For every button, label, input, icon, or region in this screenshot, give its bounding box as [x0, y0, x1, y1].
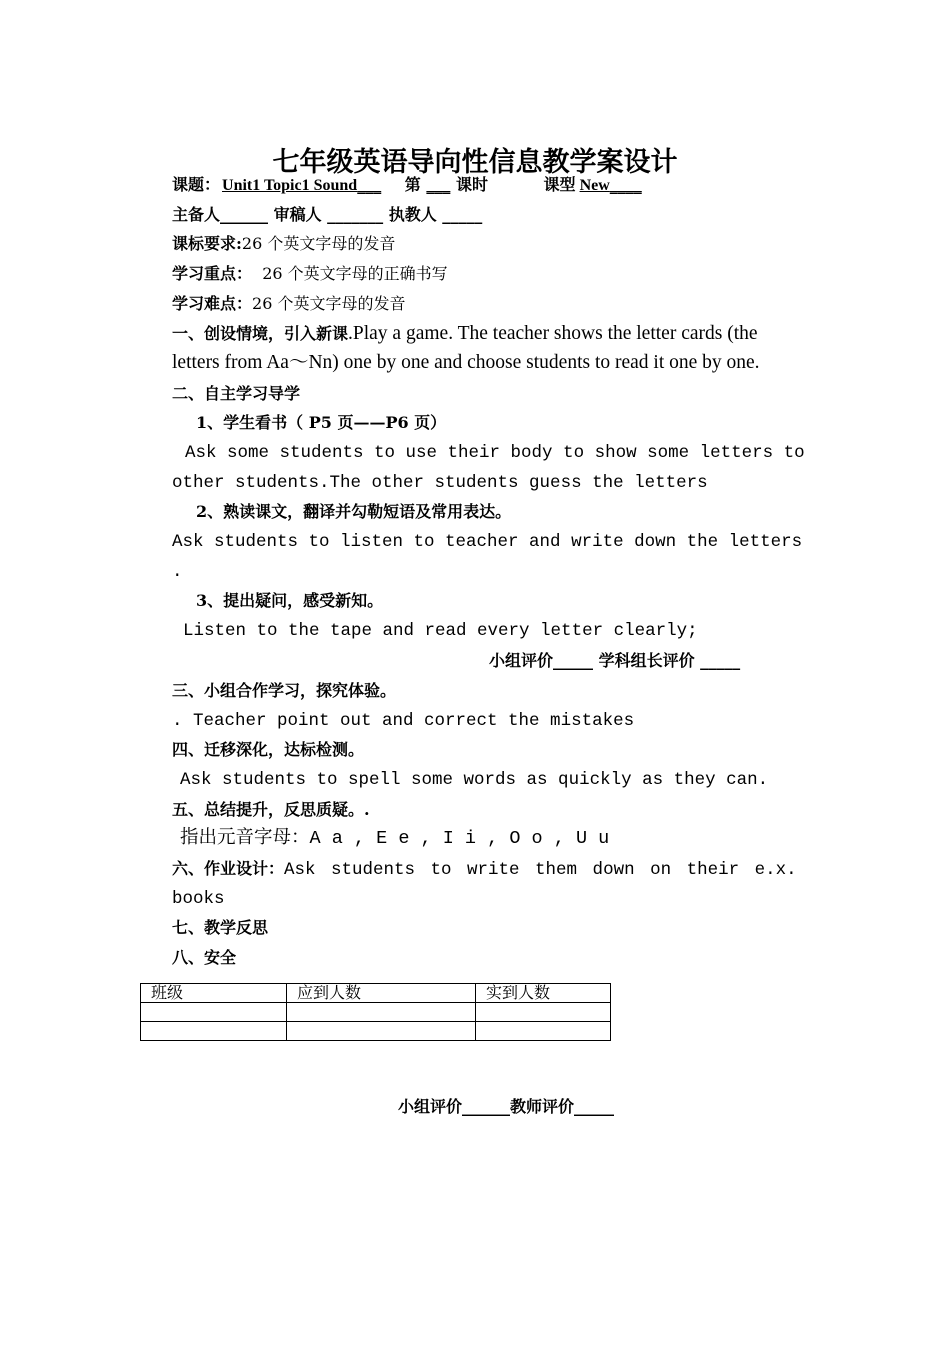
difficulty-label: 学习难点：	[172, 294, 253, 313]
period-blank: ___	[426, 175, 451, 194]
focus-value: 26 个英文字母的正确书写	[262, 264, 448, 283]
section1-line-b: letters from Aa～Nn) one by one and choose students to read it one by one.	[172, 352, 760, 373]
page-title: 七年级英语导向性信息教学案设计	[272, 147, 678, 178]
topic-label: 课题：	[172, 175, 221, 194]
attendance-table	[140, 983, 611, 1041]
section1-heading: 一、创设情境，引入新课	[172, 324, 349, 343]
table-cell	[287, 1022, 476, 1041]
header-class: 班级	[141, 984, 287, 1003]
staff-line: 主备人______ 审稿人 _______ 执教人 _____	[172, 205, 483, 224]
table-cell	[141, 1003, 287, 1022]
requirement-label: 课标要求:	[172, 234, 242, 253]
section3-heading: 三、小组合作学习，探究体验。	[172, 681, 397, 700]
evaluation-mid: 小组评价_____ 学科组长评价 _____	[489, 651, 741, 670]
type-value: New	[579, 177, 610, 194]
table-cell	[476, 1022, 611, 1041]
header-expected: 应到人数	[287, 984, 476, 1003]
section6-heading: 六、作业设计：	[172, 859, 285, 878]
topic-blank: ___	[357, 175, 382, 194]
section1-line-a	[172, 323, 758, 345]
section4-heading: 四、迁移深化，达标检测。	[172, 740, 365, 759]
requirement-line	[172, 234, 395, 254]
step2-text-a: Ask students to listen to teacher and write down the letters	[172, 532, 803, 552]
section5-text: 指出元音字母：A a , E e , I i , O o , U u	[180, 828, 610, 849]
table-row	[141, 1022, 611, 1041]
topic-value: Unit1 Topic1 Sound	[222, 177, 358, 194]
evaluation-bottom: 小组评价______教师评价_____	[398, 1097, 615, 1116]
table-header-row	[141, 984, 611, 1003]
step3-label: 3、提出疑问，感受新知。	[196, 591, 384, 610]
period-prefix: 第	[404, 175, 421, 194]
difficulty-line	[172, 294, 405, 314]
header-actual: 实到人数	[476, 984, 611, 1003]
section6-line-a	[172, 859, 797, 880]
step2-text-b: .	[172, 562, 183, 582]
section6-text-a: Ask students to write them down on their e.x.	[284, 860, 797, 880]
focus-line	[172, 264, 448, 284]
section4-text: Ask students to spell some words as quickly as they can.	[180, 770, 769, 790]
requirement-value: 26 个英文字母的发音	[241, 234, 396, 253]
section7-heading: 七、教学反思	[172, 918, 269, 937]
section5-heading: 五、总结提升，反思质疑。.	[172, 800, 370, 819]
section3-text: . Teacher point out and correct the mistakes	[172, 711, 635, 731]
difficulty-value: 26 个英文字母的发音	[252, 294, 406, 313]
step1-label: 1、学生看书（ P5 页——P6 页）	[196, 413, 447, 432]
step1-text-a: Ask some students to use their body to show some letters to	[185, 443, 805, 463]
type-blank: ____	[609, 175, 642, 194]
section2-heading: 二、自主学习导学	[172, 384, 301, 403]
step1-text-b: other students.The other students guess the letters	[172, 473, 708, 493]
section1-text-a: .Play a game. The teacher shows the letter cards (the	[348, 323, 758, 344]
table-cell	[141, 1022, 287, 1041]
step2-label: 2、熟读课文，翻译并勾勒短语及常用表达。	[196, 502, 512, 521]
period-suffix: 课时	[455, 175, 488, 194]
table-cell	[287, 1003, 476, 1022]
table-row	[141, 1003, 611, 1022]
step3-text: Listen to the tape and read every letter clearly;	[183, 621, 698, 641]
section6-text-b: books	[172, 889, 225, 909]
header-line	[172, 175, 642, 196]
type-label: 课型	[543, 175, 576, 194]
section8-heading: 八、安全	[172, 948, 237, 967]
table-cell	[476, 1003, 611, 1022]
focus-label: 学习重点：	[172, 264, 253, 283]
